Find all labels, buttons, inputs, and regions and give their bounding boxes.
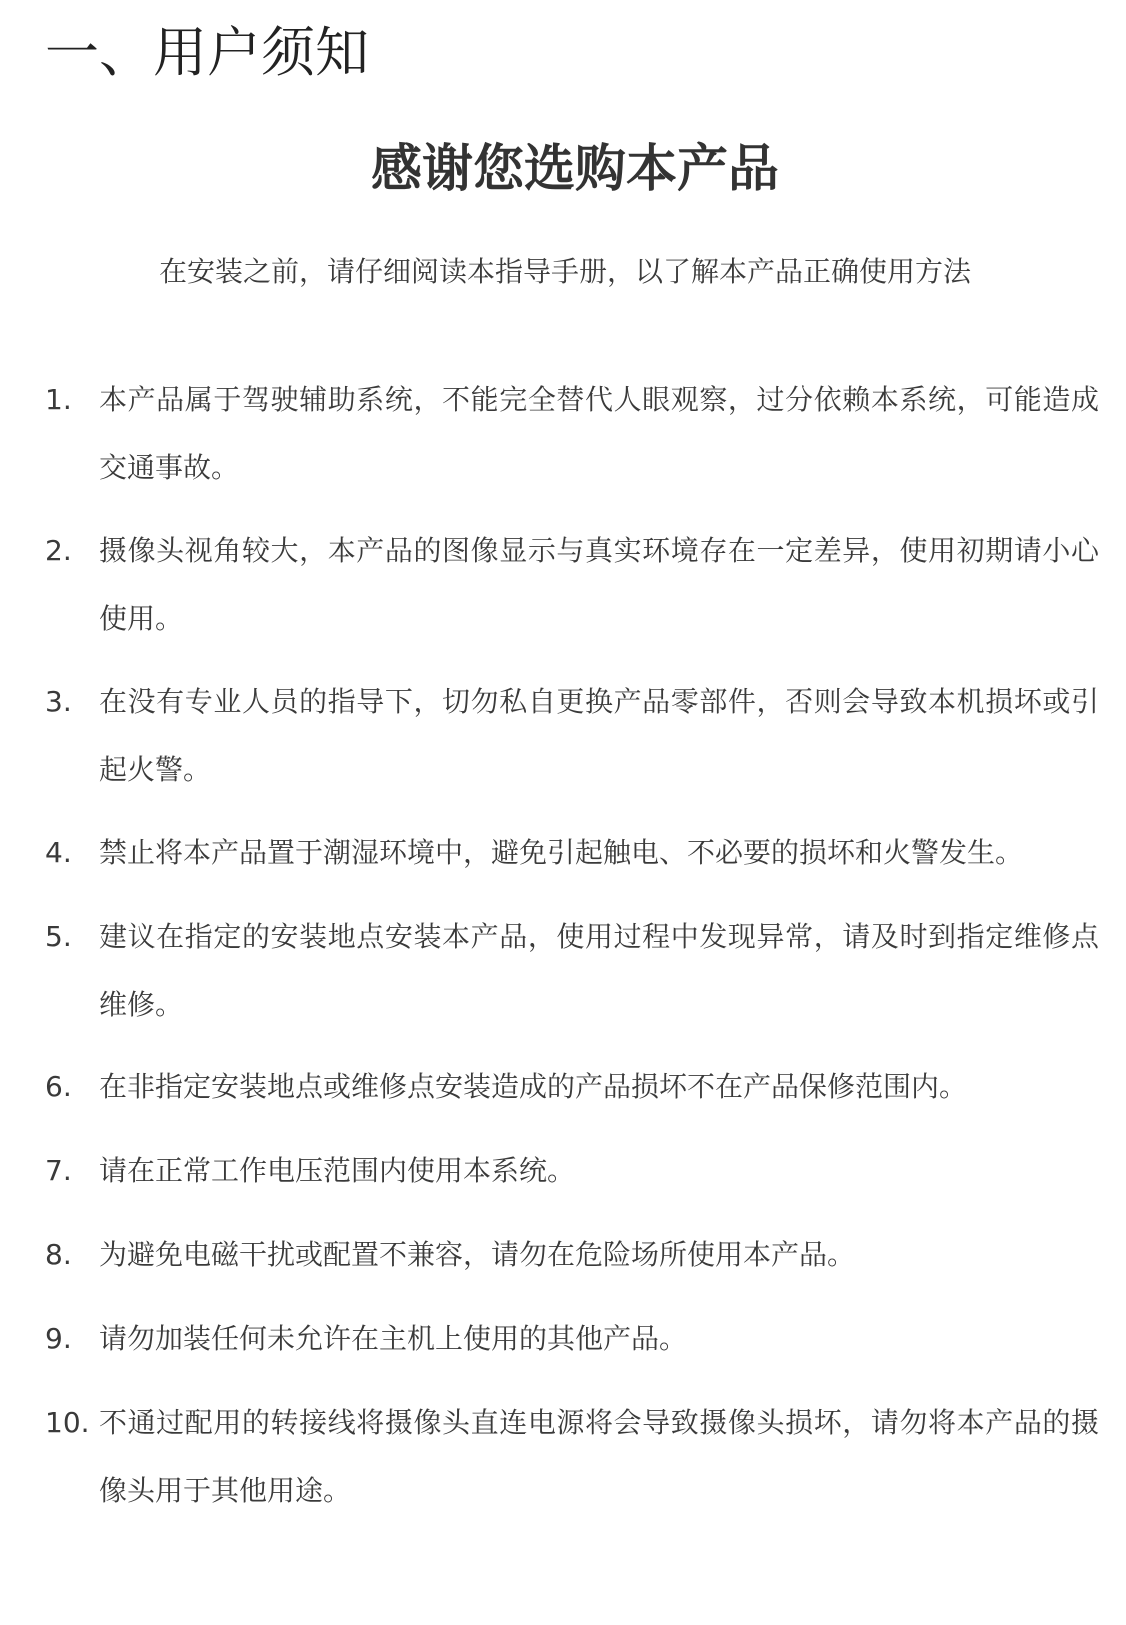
page-title: 感谢您选购本产品	[370, 140, 779, 199]
notice-text: 在没有专业人员的指导下，切勿私自更换产品零部件，否则会导致本机损坏或引起火警。	[99, 685, 1099, 786]
notice-text: 为避免电磁干扰或配置不兼容，请勿在危险场所使用本产品。	[99, 1238, 856, 1271]
notice-text: 建议在指定的安装地点安装本产品，使用过程中发现异常，请及时到指定维修点维修。	[99, 920, 1099, 1021]
notice-number: 4.	[45, 836, 72, 869]
notice-text: 不通过配用的转接线将摄像头直连电源将会导致摄像头损坏，请勿将本产品的摄像头用于其他用途。	[99, 1406, 1099, 1507]
notice-number: 9.	[45, 1322, 72, 1355]
notice-number: 1.	[45, 383, 72, 416]
notice-text: 请在正常工作电压范围内使用本系统。	[99, 1154, 576, 1187]
notice-number: 10.	[45, 1406, 90, 1439]
notice-number: 2.	[45, 534, 72, 567]
notice-text: 请勿加装任何未允许在主机上使用的其他产品。	[99, 1322, 688, 1355]
notice-number: 5.	[45, 920, 72, 953]
notice-number: 6.	[45, 1070, 72, 1103]
section-heading: 一、用户须知	[45, 21, 369, 84]
notice-number: 7.	[45, 1154, 72, 1187]
subtitle: 在安装之前，请仔细阅读本指导手册，以了解本产品正确使用方法	[158, 255, 971, 288]
notice-text: 禁止将本产品置于潮湿环境中，避免引起触电、不必要的损坏和火警发生。	[99, 836, 1024, 869]
notice-number: 3.	[45, 685, 72, 718]
notice-text: 在非指定安装地点或维修点安装造成的产品损坏不在产品保修范围内。	[99, 1070, 968, 1103]
notice-text: 本产品属于驾驶辅助系统，不能完全替代人眼观察，过分依赖本系统，可能造成交通事故。	[99, 383, 1099, 484]
notice-text: 摄像头视角较大，本产品的图像显示与真实环境存在一定差异，使用初期请小心使用。	[99, 534, 1099, 635]
notice-number: 8.	[45, 1238, 72, 1271]
